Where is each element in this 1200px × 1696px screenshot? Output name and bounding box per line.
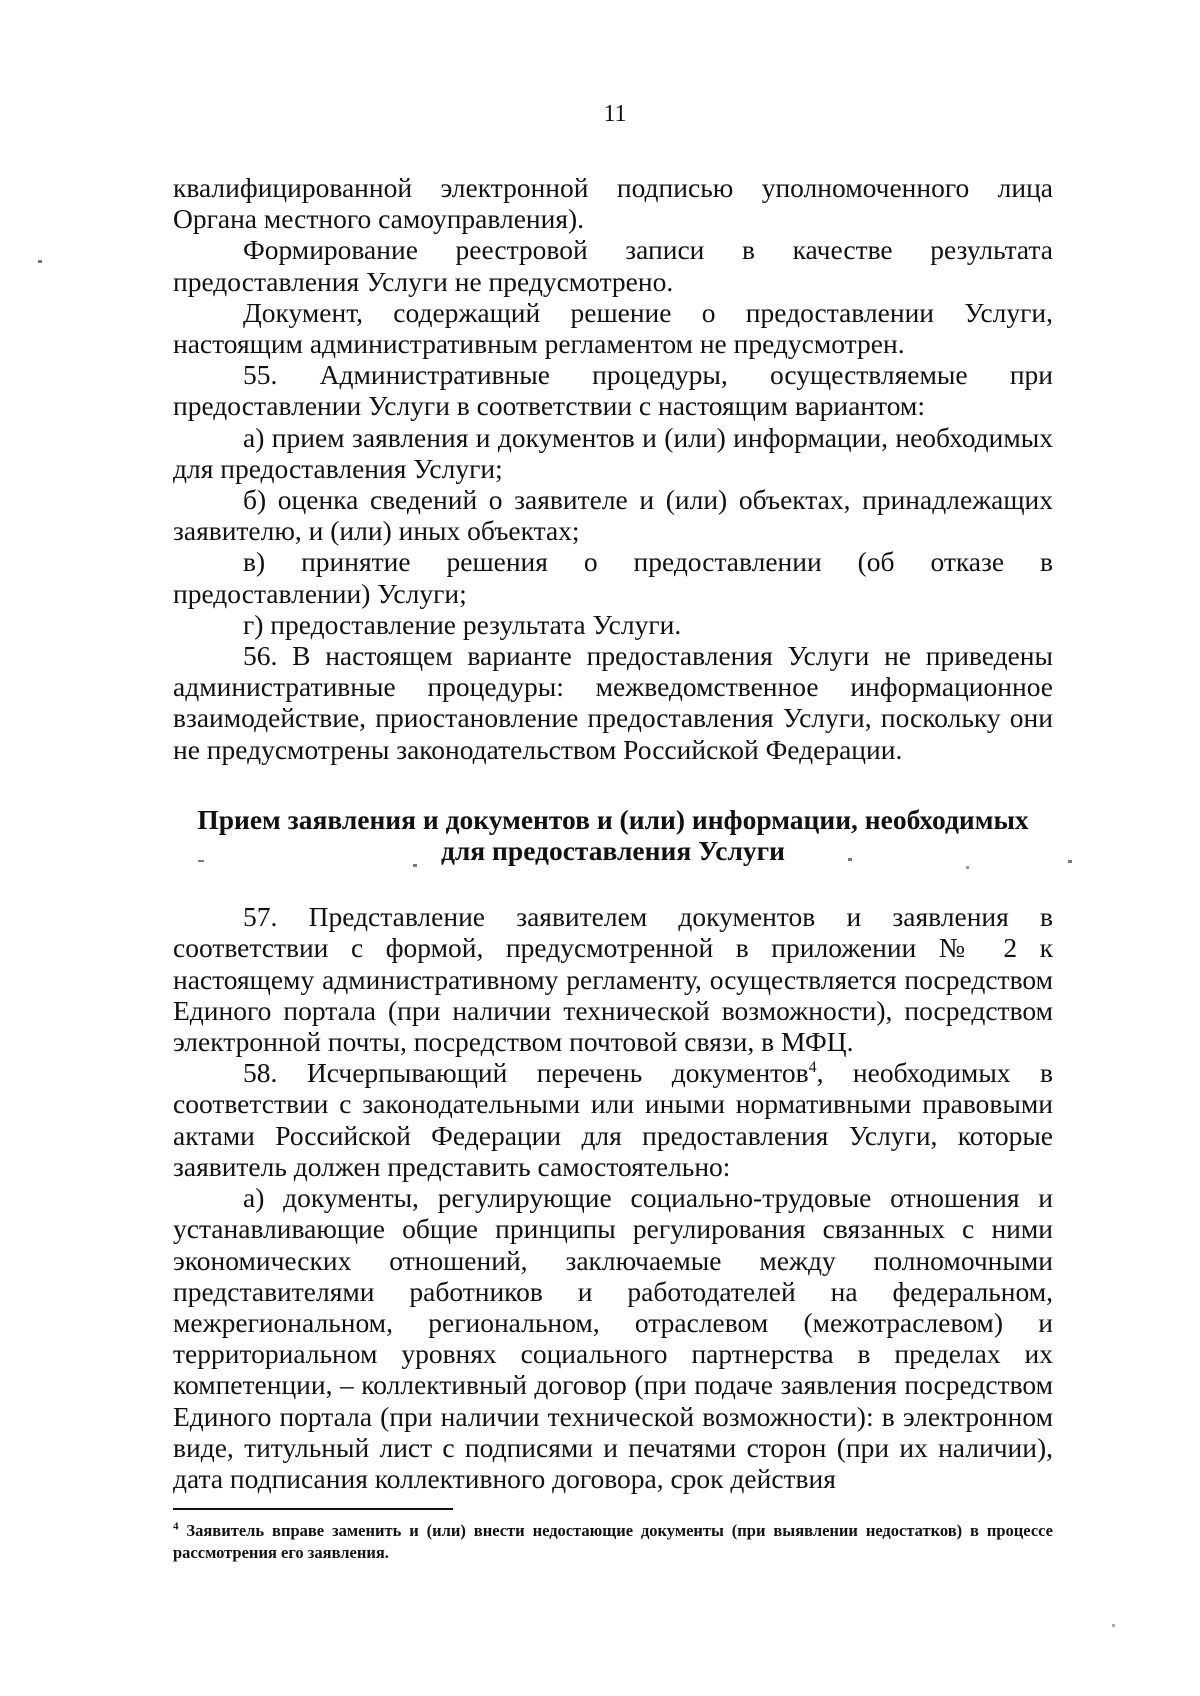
list-item-v: в) принятие решения о предоставлении (об отказе в предоставлении) Услуги; bbox=[173, 546, 1053, 609]
footnote-marker: 4 bbox=[173, 1520, 179, 1533]
paragraph-58-start: 58. Исчерпывающий перечень документов bbox=[243, 1057, 809, 1089]
paragraph-55: 55. Административные процедуры, осуществляемые при предоставлении Услуги в соответствии с настоящим вариантом: bbox=[173, 359, 1053, 422]
footnote-reference: 4 bbox=[808, 1059, 817, 1077]
list-item-g: г) предоставление результата Услуги. bbox=[243, 608, 682, 640]
paragraph-58-item-a: а) документы, регулирующие социально-трудовые отношения и устанавливающие общие принципы регулирования связанных с ними экономических отношений, заключаемые между полномочными представителями работников и работодателей на федеральном, межрегиональном, региональном, отраслевом (межотраслевом) и территориальном уровнях социального партнерства в пределах их компетенции, – коллективный договор (при подаче заявления посредством Единого портала (при наличии технической возможности): в электронном виде, титульный лист с подписями и печатями сторон (при их наличии), дата подписания коллективного договора, срок действия bbox=[173, 1182, 1053, 1494]
section-heading: Прием заявления и документов и (или) информации, необходимых для предоставления Услуги bbox=[197, 803, 1029, 867]
paragraph-58 bbox=[173, 1057, 1053, 1182]
paragraph-58-end: , необходимых в соответствии с законодательными или иными нормативными правовыми актами Российской Федерации для предоставления Услуги, которые заявитель должен представить самостоятельно: bbox=[173, 1057, 1053, 1182]
paragraph-registry-record: Формирование реестровой записи в качестве результата предоставления Услуги не предусмотрено. bbox=[173, 234, 1053, 297]
paragraph-56: 56. В настоящем варианте предоставления Услуги не приведены административные процедуры: межведомственное информационное взаимодействие, приостановление предоставления Услуги, поскольку они не предусмотрены законодательством Российской Федерации. bbox=[173, 640, 1053, 765]
paragraph-continuation: квалифицированной электронной подписью уполномоченного лица Органа местного самоуправления). bbox=[173, 172, 1053, 235]
paragraph-decision-document: Документ, содержащий решение о предоставлении Услуги, настоящим административным регламентом не предусмотрен. bbox=[173, 296, 1053, 360]
footnote bbox=[173, 1520, 1053, 1564]
list-item-a: а) прием заявления и документов и (или) информации, необходимых для предоставления Услуги; bbox=[173, 421, 1053, 484]
footnote-text: Заявитель вправе заменить и (или) внести недостающие документы (при выявлении недостатков) в процессе рассмотрения его заявления. bbox=[173, 1521, 1053, 1562]
footnote-divider bbox=[173, 1508, 453, 1510]
page-number: 11 bbox=[603, 101, 627, 127]
paragraph-57: 57. Представление заявителем документов и заявления в соответствии с формой, предусмотренной в приложении № 2 к настоящему административному регламенту, осуществляется посредством Единого портала (при наличии технической возможности), посредством электронной почты, посредством почтовой связи, в МФЦ. bbox=[173, 901, 1053, 1058]
body-text bbox=[173, 172, 1053, 1494]
list-item-b: б) оценка сведений о заявителе и (или) объектах, принадлежащих заявителю, и (или) иных объектах; bbox=[173, 484, 1053, 547]
